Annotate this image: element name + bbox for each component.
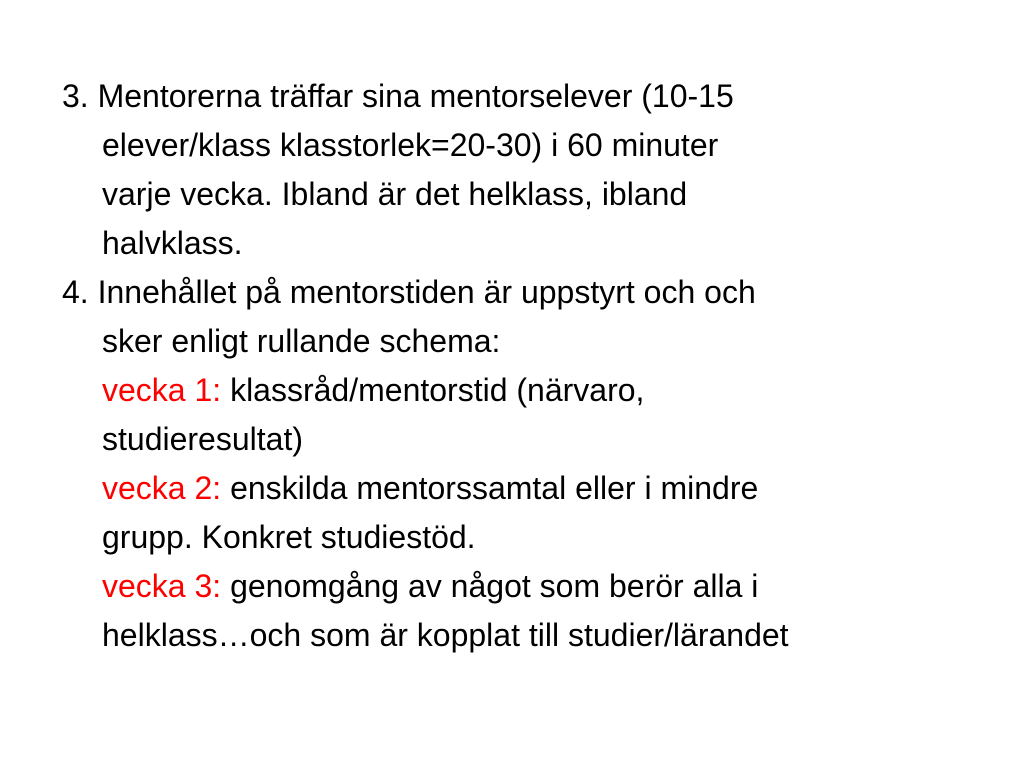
point-3-line-2: elever/klass klasstorlek=20-30) i 60 minuter <box>102 127 719 163</box>
week-3-continuation: helklass…och som är kopplat till studier/lärandet <box>102 617 789 653</box>
point-4-first-line <box>62 268 962 317</box>
point-3-first-line <box>62 72 962 121</box>
week-3-label: vecka 3: <box>102 568 222 604</box>
point-3-line-1: Mentorerna träffar sina mentorselever (10-15 <box>97 78 734 114</box>
point-4-number: 4. <box>62 274 89 310</box>
point-3-number: 3. <box>62 78 89 114</box>
point-4-line-1: Innehållet på mentorstiden är uppstyrt och och <box>97 274 756 310</box>
week-1-label: vecka 1: <box>102 372 222 408</box>
week-2-text: enskilda mentorssamtal eller i mindre <box>230 470 759 506</box>
week-1-continuation: studieresultat) <box>102 421 303 457</box>
point-3-paragraph <box>62 72 962 268</box>
point-4-paragraph <box>62 268 962 660</box>
point-3-line-4: halvklass. <box>102 225 243 261</box>
schedule-week-1 <box>62 366 962 415</box>
week-2-continuation: grupp. Konkret studiestöd. <box>102 519 476 555</box>
week-3-text: genomgång av något som berör alla i <box>230 568 759 604</box>
schedule-week-3 <box>62 562 962 611</box>
point-4-line-2: sker enligt rullande schema: <box>102 323 501 359</box>
week-1-text: klassråd/mentorstid (närvaro, <box>230 372 645 408</box>
point-3-line-3: varje vecka. Ibland är det helklass, ibland <box>102 176 688 212</box>
week-2-label: vecka 2: <box>102 470 222 506</box>
schedule-week-2 <box>62 464 962 513</box>
